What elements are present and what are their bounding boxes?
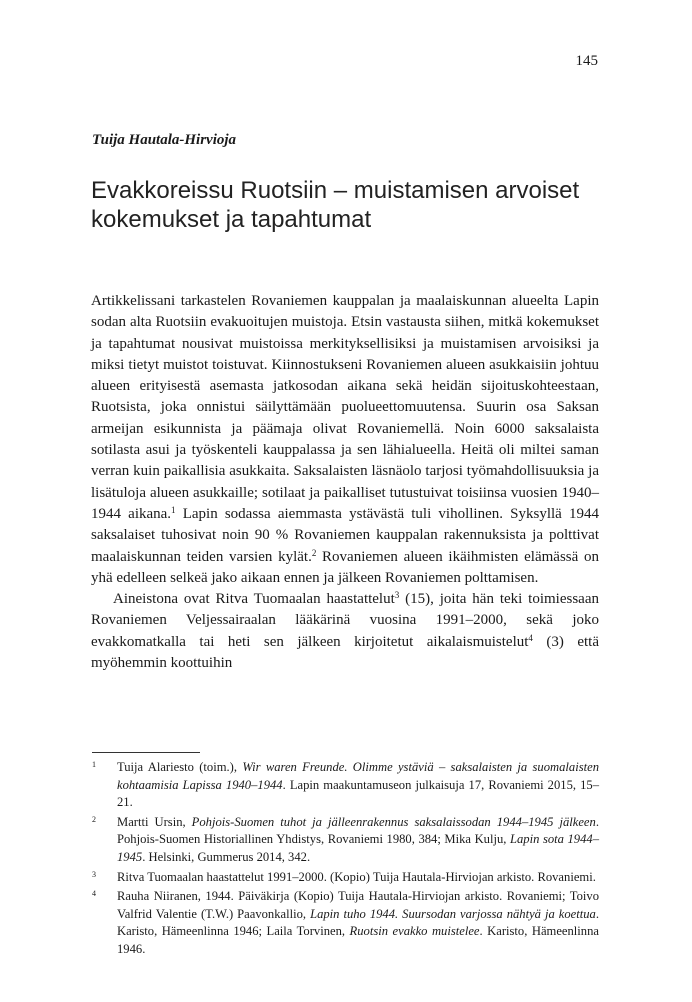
footnote-italic-title: Ruotsin evakko muistelee [349, 924, 480, 939]
footnote-text: . Lapin maakuntamuseon julkaisuja 17, Rovaniemi 2015, 15–21. [117, 777, 599, 810]
footnote-text: Martti Ursin, [117, 814, 192, 829]
footnote-text: Tuija Alariesto (toim.), [117, 760, 243, 774]
footnote-number: 3 [92, 869, 96, 879]
footnote-italic-title: Wir waren Freunde. Olimme ystäviä – saksalaisten ja suomalaisten kohtaamisia Lapissa 1940–1944 [117, 760, 600, 792]
paragraph-1-text-3: Rovaniemen alueen ikäihmisten elämässä on yhä edelleen selkeä jako aikaan ennen ja jälkeen Rovaniemen polttamisen. [91, 548, 599, 586]
footnote-text: Rauha Niiranen, 1944. Päiväkirja (Kopio) Tuija Hautala-Hirviojan arkisto. Rovaniemi; Toivo Valfrid Valentie (T.W.) Paavonkallio, [117, 889, 599, 921]
footnote-italic-title: Lapin sota 1944–1945 [117, 832, 599, 864]
paragraph-2-text-2: (15), joita hän teki toimiessaan Rovaniemen Veljessairaalan lääkärinä vuosina 1991–2000, sekä joko evakkomatkalla tai heti sen jälkeen kirjoitetut aikalaismuistelut [91, 591, 599, 650]
footnote-text: . Helsinki, Gummerus 2014, 342. [142, 849, 311, 864]
footnote-ref-2: 2 [311, 547, 317, 558]
footnote-4 [92, 888, 599, 958]
paragraph-2-text-3: (3) että myöhemmin koottuihin [91, 633, 599, 672]
footnote-text: . Karisto, Hämeenlinna 1946. [117, 924, 599, 956]
footnote-ref-4: 4 [528, 632, 533, 643]
paragraph-1 [91, 291, 599, 589]
footnote-number: 2 [92, 814, 96, 824]
footnote-text: . Pohjois-Suomen Historiallinen Yhdistys, Rovaniemi 1980, 384; Mika Kulju, [117, 814, 599, 847]
footnote-2 [92, 814, 599, 867]
footnote-text: Ritva Tuomaalan haastattelut 1991–2000. (Kopio) Tuija Hautala-Hirviojan arkisto. Rovaniemi. [117, 869, 596, 884]
footnote-1 [92, 759, 599, 812]
paragraph-2-text: Aineistona ovat Ritva Tuomaalan haastattelut [113, 591, 395, 608]
footnote-text: . Karisto, Hämeenlinna 1946; Laila Torvinen, [117, 906, 599, 939]
title-line-2: kokemukset ja tapahtumat [91, 206, 372, 233]
footnote-3 [92, 869, 599, 887]
footnotes [92, 759, 599, 961]
title-line-1: Evakkoreissu Ruotsiin – muistamisen arvoiset [91, 177, 580, 204]
paragraph-1-text-2: Lapin sodassa aiemmasta ystävästä tuli vihollinen. Syksyllä 1944 saksalaiset tuhosivat noin 90 % Rovaniemen kauppalan rakennuksista ja polttivat maalaiskunnan teiden varsien kylät. [91, 505, 599, 565]
paragraph-1-text: Artikkelissani tarkastelen Rovaniemen kauppalan ja maalaiskunnan alueelta Lapin sodan alta Ruotsiin evakuoitujen muistoja. Etsin vastausta siihen, mitkä kokemukset ja tapahtumat nousivat muistoissa merkityksellisiksi ja muistamisen arvoisiksi ja miksi tietyt muistot toistuvat. Kiinnostukseni Rovaniemen alueen asukkaisiin johtuu alueen erityisestä asemasta jatkosodan aikana sekä heidän sijoituskohteestaan, Ruotsista, joka onnistui säilyttämään puolueettomuutensa. Suurin osa Saksan armeijan esikunnista ja päämaja olivat Rovaniemellä. Noin 6000 saksalaista sotilasta asui ja työskenteli kauppalassa ja sen lähialueella. Heitä oli miltei saman verran kuin paikallisia asukkaita. Saksalaisten läsnäolo tarjosi työmahdollisuuksia ja lisätuloja alueen asukkaille; sotilaat ja paikalliset tutustuivat toisiinsa vuosien 1940–1944 aikana. [91, 293, 599, 522]
footnote-divider [92, 752, 200, 753]
footnote-number: 1 [92, 760, 96, 769]
article-title [91, 176, 611, 234]
footnote-number: 4 [92, 889, 96, 899]
page-number: 145 [575, 53, 598, 69]
author-name: Tuija Hautala-Hirvioja [92, 132, 237, 148]
article-body [91, 291, 599, 674]
footnote-ref-3: 3 [394, 590, 400, 601]
footnote-italic-title: Lapin tuho 1944. Suursodan varjossa nähtyä ja koettua [310, 906, 596, 921]
paragraph-2 [91, 589, 599, 674]
footnote-ref-1: 1 [171, 504, 176, 515]
footnote-italic-title: Pohjois-Suomen tuhot ja jälleenrakennus saksalaissodan 1944–1945 jälkeen [191, 814, 596, 829]
